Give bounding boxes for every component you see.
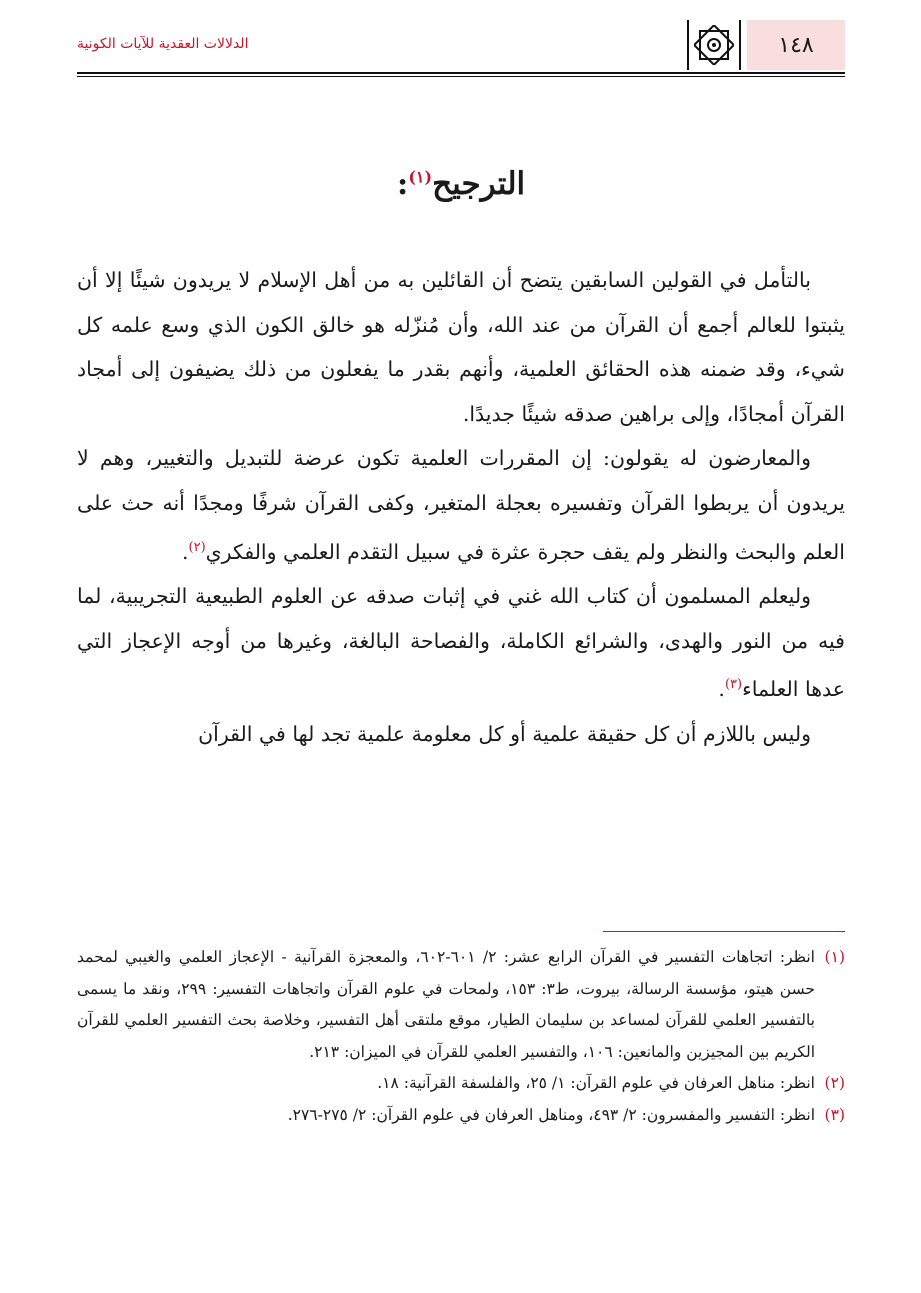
- footnote: [77, 1100, 845, 1132]
- heading-footnote-ref[interactable]: (١): [408, 167, 433, 187]
- footnote-ref[interactable]: (٣): [724, 677, 743, 693]
- footnote-text: انظر: التفسير والمفسرون: ٢/ ٤٩٣، ومناهل العرفان في علوم القرآن: ٢/ ٢٧٥-٢٧٦.: [287, 1105, 815, 1124]
- paragraph: [77, 258, 845, 436]
- body-text: [77, 258, 845, 756]
- paragraph: [77, 574, 845, 712]
- paragraph-text: بالتأمل في القولين السابقين يتضح أن القائلين به من أهل الإسلام لا يريدون شيئًا إلا أن يثبتوا للعالم أجمع أن القرآن من عند الله، وأن مُنزّله هو خالق الكون الذي وسع علمه كل شيء، وقد ضمنه هذه الحقائق العلمية، وأنهم بقدر ما يفعلون من ذلك يضيفون إلى أمجاد القرآن أمجادًا، وإلى براهين صدقه شيئًا جديدًا.: [77, 268, 845, 426]
- footnote-number: (٣): [824, 1105, 845, 1124]
- footnotes: [77, 942, 845, 1131]
- heading-title: الترجيح: [432, 166, 526, 202]
- footnote-number: (٢): [824, 1074, 845, 1092]
- ornament-icon: [687, 20, 741, 70]
- footnote: [77, 1068, 845, 1100]
- footnote-rule: [603, 931, 845, 932]
- footnote: [77, 942, 845, 1068]
- footnote-number: (١): [824, 948, 845, 966]
- paragraph-text: والمعارضون له يقولون: إن المقررات العلمية تكون عرضة للتبديل والتغيير، وهم لا يريدون أن يربطوا القرآن وتفسيره بعجلة المتغير، وكفى القرآن شرفًا ومجدًا أنه حث على العلم والبحث والنظر ولم يقف حجرة عثرة في سبيل التقدم العلمي والفكري: [77, 446, 845, 564]
- header-rule: [77, 72, 845, 74]
- heading-suffix: :: [396, 166, 409, 202]
- footnote-text: انظر: اتجاهات التفسير في القرآن الرابع عشر: ٢/ ٦٠١-٦٠٢، والمعجزة القرآنية - الإعجاز العلمي والغيبي لمحمد حسن هيتو، مؤسسة الرسالة، بيروت، ط٣: ١٥٣، ولمحات في علوم القرآن واتجاهات التفسير: ٢٩٩، ونقد ما يسمى بالتفسير العلمي للقرآن لمساعد بن سليمان الطيار، موقع ملتقى أهل التفسير، وخلاصة بحث التفسير العلمي للقرآن الكريم بين المجيزين والمانعين: ١٠٦، والتفسير العلمي للقرآن في الميزان: ٢١٣.: [77, 948, 815, 1061]
- paragraph: [77, 712, 845, 757]
- page-number: ١٤٨: [747, 20, 845, 70]
- running-title: الدلالات العقدية للآيات الكونية: [77, 36, 249, 52]
- header-rule-thin: [77, 76, 845, 77]
- paragraph-end: .: [718, 677, 725, 701]
- section-heading: [77, 166, 845, 202]
- footnote-text: انظر: مناهل العرفان في علوم القرآن: ١/ ٢٥، والفلسفة القرآنية: ١٨.: [377, 1074, 815, 1092]
- paragraph-text: وليعلم المسلمون أن كتاب الله غني في إثبات صدقه عن العلوم الطبيعية التجريبية، لما فيه من النور والهدى، والشرائع الكاملة، والفصاحة البالغة، وغيرها من أوجه الإعجاز التي عدها العلماء: [77, 583, 845, 701]
- paragraph: [77, 436, 845, 574]
- footnote-ref[interactable]: (٢): [188, 539, 206, 555]
- page-header: [77, 20, 845, 72]
- paragraph-text: وليس باللازم أن كل حقيقة علمية أو كل معلومة علمية تجد لها في القرآن: [198, 721, 811, 746]
- paragraph-end: .: [181, 539, 189, 564]
